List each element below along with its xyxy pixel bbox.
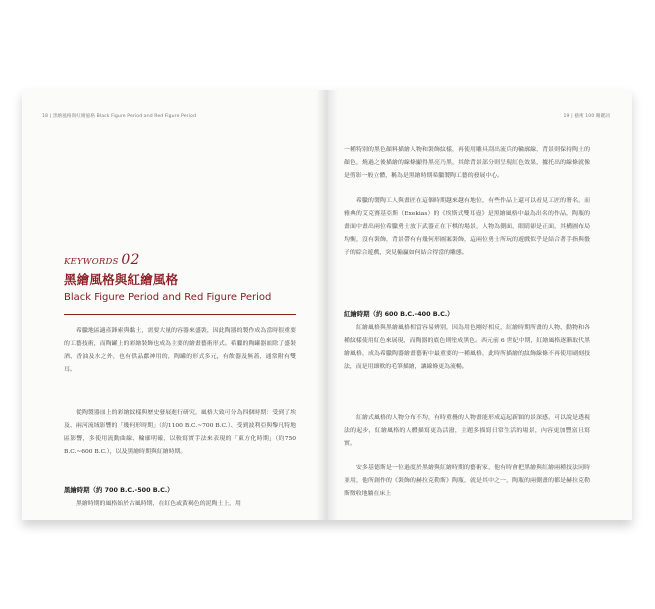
section-subhead-black-figure: 黑繪時期（約 700 B.C.-500 B.C.） (64, 486, 174, 494)
body-paragraph: 從陶製器皿上的彩繪紋樣與歷史發展進行研究，風格大致可分為四個時期：受到了埃及、兩河流域影響的「幾何形時期」（約1100 B.C.~700 B.C.）、受到波利亞與黎凡特地區影響，多使用流動曲線、輪廓明確，以較寫實手法來表現的「東方化時期」（約750 B.C.~600 B.C.），以及黑繪時期與紅繪時期。 (64, 410, 296, 455)
left-page (22, 90, 327, 520)
body-paragraph: 希臘的製陶工人與畫匠在這個時期越來越有地位，有些作品上還可以看見工匠的署名，而雅典的艾克賽基亞斯（Exekias）的《埃斯式雙耳壺》是黑繪風格中最為出名的作品，陶瓶的畫面中畫出兩位希臘勇士放下武器正在下棋的場景，人物為側面，眼睛卻是正面，其構圖布局均衡，沒有裝飾，背景帶有有幾何形圖案裝飾，這兩位勇士所玩的遊戲似乎是結合著手指與骰子的綜合遊戲，突見輸贏如何結合得當的雕態。 (344, 198, 590, 256)
book-spread (22, 90, 632, 520)
left-running-head: 18 | 黑繪風格與紅繪風格 Black Figure Period and Red Figure Period (42, 114, 196, 119)
body-paragraph: 一種特別的黑色顏料描繪人物和裝飾紋樣，再使用雕具刮出流兵的輪廓線，背景則保持陶土的顏色，燒過之後描繪的線條顯得黑亮乃黑，其餘背景部分則呈現紅色效果，據托出的線條就像是剪影一般立體，稱為是黑繪時期希臘製陶工藝的發展中心。 (344, 147, 590, 179)
keyword-text: KEYWORDS (64, 257, 119, 267)
body-paragraph: 希臘地區適產鋒索與黏土，需要大量的容器來盛裝，因此陶器的製作成為當時很重要的工藝技術，而陶罐上的彩繪裝飾也成為主要的繪畫藝術形式。希臘的陶罐器皿除了盛裝酒、香油及水之外，也有供品獻神用的，陶罐的形式多元，有飲器及無蓋，通常附有雙耳。 (64, 328, 296, 373)
keyword-label (64, 252, 140, 268)
title-divider (64, 314, 296, 315)
body-paragraph: 黑繪時期的風格始於古風時期，在紅色或黃褐色的泥陶土上，用 (76, 501, 241, 507)
right-page (327, 90, 632, 520)
body-paragraph: 紅繪式風格的人物分布不均，有時重疊的人物畫能形成這起新穎的景深感，可以說是透視法的起步，紅繪風格的人體描寫更為活潑，主題多描寫日常生活的場景，內容更加豐富且寫實。 (344, 415, 590, 447)
chapter-title-chinese: 黑繪風格與紅繪風格 (64, 272, 179, 287)
body-paragraph: 安多基德斯是一位過度於黑繪與紅繪時期的藝術家，他有時會把黑繪與紅繪兩種技法同時並用，他所創作的《裝飾的赫拉克勒斯》陶瓶，就是其中之一，陶瓶的兩側畫的都是赫拉克勒斯徵收地躺在床上 (344, 465, 590, 497)
section-subhead-red-figure: 紅繪時期（約 600 B.C.-400 B.C.） (344, 310, 454, 318)
body-paragraph: 紅繪風格與黑繪風格相當容易辨別，因為用色剛好相反，紅繪時期所畫的人物、動物和各種紋樣使用紅色來展現，而陶器的底色則塗成黑色。西元前 6 世紀中期，紅繪風格逐漸取代黑繪風格，成為希臘陶器繪畫藝術中最重要的一種風格，此時所描繪的紋飾線條不再使用刷刻技法，而是用細軟的毛筆描繪，讓線條更為流暢。 (344, 325, 590, 370)
keyword-number: 02 (121, 252, 140, 268)
right-running-head: 19 | 藝術 100 關鍵詞 (563, 114, 610, 119)
chapter-title-english: Black Figure Period and Red Figure Period (64, 292, 272, 303)
